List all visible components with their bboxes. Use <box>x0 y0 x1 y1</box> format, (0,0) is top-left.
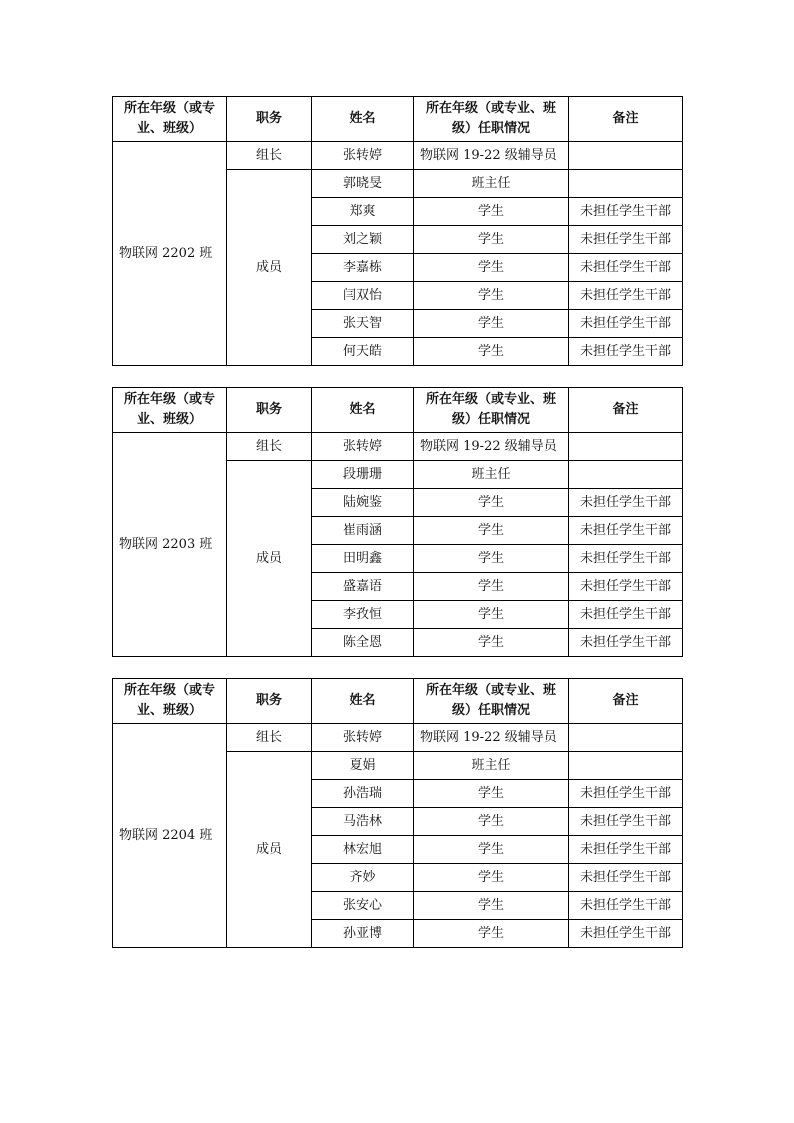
position-cell: 学生 <box>414 517 569 545</box>
header-position: 所在年级（或专业、班级）任职情况 <box>414 97 569 142</box>
position-cell: 学生 <box>414 282 569 310</box>
note-cell <box>569 142 683 170</box>
name-cell: 张转婷 <box>312 724 414 752</box>
name-cell: 张安心 <box>312 892 414 920</box>
name-cell: 孙亚博 <box>312 920 414 948</box>
header-name: 姓名 <box>312 679 414 724</box>
header-row <box>113 679 683 724</box>
note-cell: 未担任学生干部 <box>569 573 683 601</box>
header-role: 职务 <box>227 97 312 142</box>
header-grade: 所在年级（或专业、班级） <box>113 679 227 724</box>
name-cell: 陆婉鉴 <box>312 489 414 517</box>
name-cell: 闫双怡 <box>312 282 414 310</box>
name-cell: 田明鑫 <box>312 545 414 573</box>
header-note: 备注 <box>569 679 683 724</box>
table-row <box>113 724 683 752</box>
position-cell: 学生 <box>414 226 569 254</box>
note-cell: 未担任学生干部 <box>569 892 683 920</box>
position-cell: 学生 <box>414 573 569 601</box>
class-name-cell: 物联网 2203 班 <box>113 433 227 657</box>
note-cell: 未担任学生干部 <box>569 780 683 808</box>
note-cell <box>569 433 683 461</box>
leader-role-cell: 组长 <box>227 724 312 752</box>
member-role-cell: 成员 <box>227 752 312 948</box>
note-cell <box>569 724 683 752</box>
note-cell: 未担任学生干部 <box>569 226 683 254</box>
header-grade: 所在年级（或专业、班级） <box>113 97 227 142</box>
note-cell: 未担任学生干部 <box>569 545 683 573</box>
header-role: 职务 <box>227 388 312 433</box>
position-cell: 物联网 19-22 级辅导员 <box>414 433 569 461</box>
header-grade: 所在年级（或专业、班级） <box>113 388 227 433</box>
name-cell: 郑爽 <box>312 198 414 226</box>
header-note: 备注 <box>569 97 683 142</box>
name-cell: 崔雨涵 <box>312 517 414 545</box>
name-cell: 刘之颖 <box>312 226 414 254</box>
note-cell <box>569 461 683 489</box>
name-cell: 夏娟 <box>312 752 414 780</box>
note-cell: 未担任学生干部 <box>569 629 683 657</box>
position-cell: 学生 <box>414 310 569 338</box>
name-cell: 张转婷 <box>312 433 414 461</box>
position-cell: 学生 <box>414 864 569 892</box>
position-cell: 物联网 19-22 级辅导员 <box>414 142 569 170</box>
member-role-cell: 成员 <box>227 170 312 366</box>
position-cell: 学生 <box>414 892 569 920</box>
position-cell: 物联网 19-22 级辅导员 <box>414 724 569 752</box>
class-name-cell: 物联网 2202 班 <box>113 142 227 366</box>
header-position: 所在年级（或专业、班级）任职情况 <box>414 388 569 433</box>
class-table-2204 <box>112 678 683 948</box>
header-row <box>113 388 683 433</box>
note-cell: 未担任学生干部 <box>569 282 683 310</box>
note-cell: 未担任学生干部 <box>569 601 683 629</box>
note-cell: 未担任学生干部 <box>569 864 683 892</box>
leader-role-cell: 组长 <box>227 433 312 461</box>
note-cell: 未担任学生干部 <box>569 198 683 226</box>
position-cell: 学生 <box>414 808 569 836</box>
member-role-cell: 成员 <box>227 461 312 657</box>
note-cell: 未担任学生干部 <box>569 489 683 517</box>
name-cell: 林宏旭 <box>312 836 414 864</box>
position-cell: 学生 <box>414 338 569 366</box>
class-name-cell: 物联网 2204 班 <box>113 724 227 948</box>
note-cell: 未担任学生干部 <box>569 808 683 836</box>
position-cell: 学生 <box>414 545 569 573</box>
name-cell: 郭晓旻 <box>312 170 414 198</box>
position-cell: 学生 <box>414 920 569 948</box>
position-cell: 学生 <box>414 780 569 808</box>
table-row <box>113 433 683 461</box>
leader-role-cell: 组长 <box>227 142 312 170</box>
name-cell: 李嘉栋 <box>312 254 414 282</box>
class-table-2202 <box>112 96 683 366</box>
header-row <box>113 97 683 142</box>
header-name: 姓名 <box>312 97 414 142</box>
name-cell: 孙浩瑞 <box>312 780 414 808</box>
name-cell: 盛嘉语 <box>312 573 414 601</box>
name-cell: 段珊珊 <box>312 461 414 489</box>
note-cell: 未担任学生干部 <box>569 254 683 282</box>
name-cell: 何天皓 <box>312 338 414 366</box>
name-cell: 李孜恒 <box>312 601 414 629</box>
header-position: 所在年级（或专业、班级）任职情况 <box>414 679 569 724</box>
name-cell: 陈全恩 <box>312 629 414 657</box>
note-cell <box>569 752 683 780</box>
header-name: 姓名 <box>312 388 414 433</box>
position-cell: 学生 <box>414 601 569 629</box>
note-cell: 未担任学生干部 <box>569 517 683 545</box>
position-cell: 学生 <box>414 254 569 282</box>
class-table-2203 <box>112 387 683 657</box>
position-cell: 班主任 <box>414 170 569 198</box>
position-cell: 学生 <box>414 836 569 864</box>
note-cell: 未担任学生干部 <box>569 310 683 338</box>
note-cell: 未担任学生干部 <box>569 836 683 864</box>
position-cell: 班主任 <box>414 461 569 489</box>
name-cell: 齐妙 <box>312 864 414 892</box>
table-row <box>113 142 683 170</box>
position-cell: 学生 <box>414 629 569 657</box>
name-cell: 张天智 <box>312 310 414 338</box>
note-cell <box>569 170 683 198</box>
name-cell: 马浩林 <box>312 808 414 836</box>
note-cell: 未担任学生干部 <box>569 338 683 366</box>
header-note: 备注 <box>569 388 683 433</box>
position-cell: 学生 <box>414 489 569 517</box>
header-role: 职务 <box>227 679 312 724</box>
position-cell: 班主任 <box>414 752 569 780</box>
note-cell: 未担任学生干部 <box>569 920 683 948</box>
position-cell: 学生 <box>414 198 569 226</box>
name-cell: 张转婷 <box>312 142 414 170</box>
